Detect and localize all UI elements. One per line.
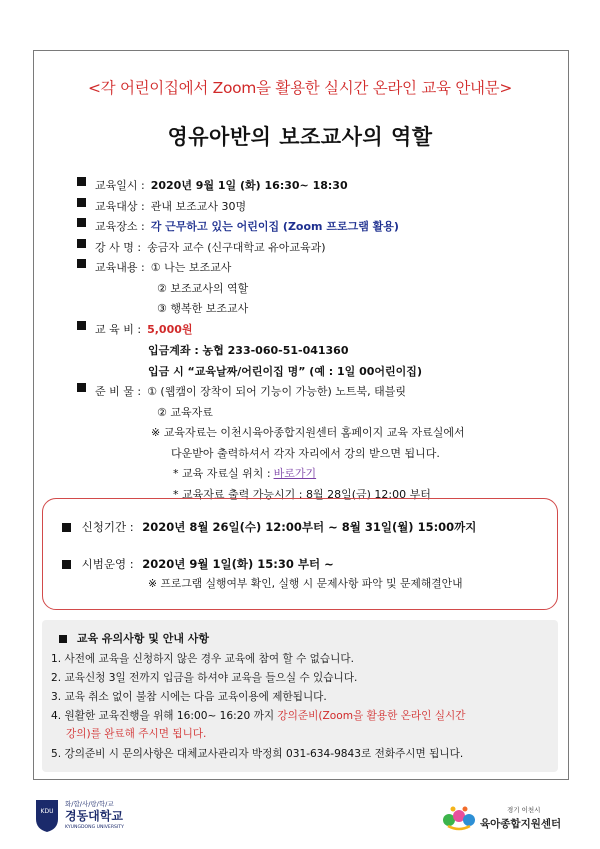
- page-title: 영유아반의 보조교사의 역할: [167, 125, 433, 149]
- notice-title-row: [59, 630, 209, 646]
- square-bullet-icon: [77, 198, 86, 207]
- notice-item: 2. 교육신청 3일 전까지 입금을 하셔야 교육을 들으실 수 있습니다.: [51, 672, 358, 684]
- trial-label: 시범운영 :: [81, 557, 134, 571]
- location-row: [77, 464, 557, 485]
- supplies-note: 다운받아 출력하셔서 각자 자리에서 강의 받으면 됩니다.: [171, 446, 440, 460]
- place-value: 각 근무하고 있는 어린이집 (Zoom 프로그램 활용): [150, 220, 399, 233]
- square-bullet-icon: [77, 177, 86, 186]
- square-bullet-icon: [77, 383, 86, 392]
- target-value: 관내 보조교사 30명: [150, 199, 247, 213]
- notice-item-4: [51, 709, 465, 723]
- svg-text:화/합/사/랑/학/교: 화/합/사/랑/학/교: [65, 800, 114, 808]
- square-bullet-icon: [62, 560, 71, 569]
- account-row: [77, 341, 557, 362]
- notice-box: [42, 620, 558, 772]
- trial-note: ※ 프로그램 실행여부 확인, 실행 시 문제사항 파악 및 문제해결안내: [148, 577, 463, 590]
- apply-period-label: 신청기간 :: [81, 520, 134, 534]
- supplies-note: ※ 교육자료는 이천시육아종합지원센터 홈페이지 교육 자료실에서: [151, 426, 465, 439]
- supplies-item: ② 교육자료: [157, 405, 213, 419]
- info-row-content-2: [77, 279, 557, 300]
- info-row-content: [77, 258, 557, 279]
- square-bullet-icon: [77, 218, 86, 227]
- childcare-center-emblem-icon: [442, 800, 567, 832]
- notice-item: 3. 교육 취소 없이 불참 시에는 다음 교육이용에 제한됩니다.: [51, 691, 327, 703]
- supplies-label: 준 비 물 :: [95, 385, 142, 398]
- content-item: ③ 행복한 보조교사: [157, 302, 249, 315]
- square-bullet-icon: [62, 523, 71, 532]
- print-period: * 교육자료 출력 가능시기 : 8월 28일(금) 12:00 부터: [173, 487, 431, 501]
- subtitle: <각 어린이집에서 Zoom을 활용한 실시간 온라인 교육 안내문>: [87, 79, 513, 97]
- info-row-target: [77, 197, 557, 218]
- notice-item: 1. 사전에 교육을 신청하지 않은 경우 교육에 참여 할 수 없습니다.: [51, 653, 354, 665]
- info-row-content-3: [77, 299, 557, 320]
- date-label: 교육일시 :: [95, 179, 145, 192]
- info-row-supplies: [77, 382, 557, 403]
- supplies-note-row-1: [77, 423, 557, 444]
- notice-item: 5. 강의준비 시 문의사항은 대체교사관리자 박정희 031-634-9843로 전화주시면 됩니다.: [51, 748, 464, 760]
- svg-text:육아종합지원센터: 육아종합지원센터: [480, 818, 562, 830]
- info-row-date: [77, 176, 557, 197]
- deposit-row: [77, 362, 557, 383]
- account-info: 입금계좌 : 농협 233-060-51-041360: [148, 344, 349, 357]
- fee-label: 교 육 비 :: [95, 322, 142, 336]
- info-row-fee: [77, 320, 557, 341]
- info-row-supplies-2: [77, 403, 557, 424]
- svg-text:경동대학교: 경동대학교: [65, 809, 123, 823]
- university-logo: [34, 797, 154, 833]
- fee-value: 5,000원: [147, 322, 193, 336]
- application-box: [42, 498, 558, 610]
- supplies-item: ① (웹캠이 장착이 되어 기능이 가능한) 노트북, 태블릿: [147, 385, 407, 398]
- supplies-note-row-2: [77, 444, 557, 465]
- content-label: 교육내용 :: [95, 261, 145, 274]
- svg-text:경기 이천시: 경기 이천시: [507, 806, 541, 814]
- square-bullet-icon: [77, 321, 86, 330]
- trial-row: [62, 556, 334, 572]
- target-label: 교육대상 :: [95, 199, 145, 213]
- place-label: 교육장소 :: [95, 220, 145, 233]
- info-row-place: [77, 217, 557, 238]
- trial-value: 2020년 9월 1일(화) 15:30 부터 ~: [142, 557, 334, 571]
- lecturer-value: 송금자 교수 (신구대학교 유아교육과): [147, 240, 326, 254]
- svg-text:KYUNGDONG UNIVERSITY: KYUNGDONG UNIVERSITY: [65, 825, 124, 830]
- materials-room-link[interactable]: 바로가기: [273, 467, 317, 480]
- square-bullet-icon: [77, 259, 86, 268]
- svg-text:KDU: KDU: [40, 808, 54, 815]
- notice-title: 교육 유의사항 및 안내 사항: [76, 632, 210, 645]
- center-logo: [442, 800, 567, 832]
- info-row-lecturer: [77, 238, 557, 259]
- apply-period-row: [62, 519, 476, 535]
- notice-item-highlight: 강의준비(Zoom을 활용한 온라인 실시간: [277, 710, 466, 722]
- lecturer-label: 강 사 명 :: [95, 240, 142, 254]
- square-bullet-icon: [77, 239, 86, 248]
- deposit-note: 입금 시 “교육날짜/어린이집 명” (예 : 1일 00어린이집): [148, 364, 422, 378]
- content-item: ① 나는 보조교사: [150, 261, 232, 274]
- apply-period-value: 2020년 8월 26일(수) 12:00부터 ~ 8월 31일(월) 15:00까지: [142, 520, 477, 534]
- date-value: 2020년 9월 1일 (화) 16:30~ 18:30: [150, 179, 348, 192]
- location-prefix: * 교육 자료실 위치 :: [173, 467, 271, 480]
- university-emblem-icon: [34, 797, 154, 833]
- content-item: ② 보조교사의 역할: [157, 281, 249, 295]
- info-section: [77, 176, 557, 505]
- square-bullet-icon: [59, 635, 67, 643]
- notice-item-text: 4. 원활한 교육진행을 위해 16:00~ 16:20 까지: [51, 710, 278, 722]
- notice-item-highlight-cont: 강의)를 완료해 주시면 됩니다.: [66, 728, 207, 740]
